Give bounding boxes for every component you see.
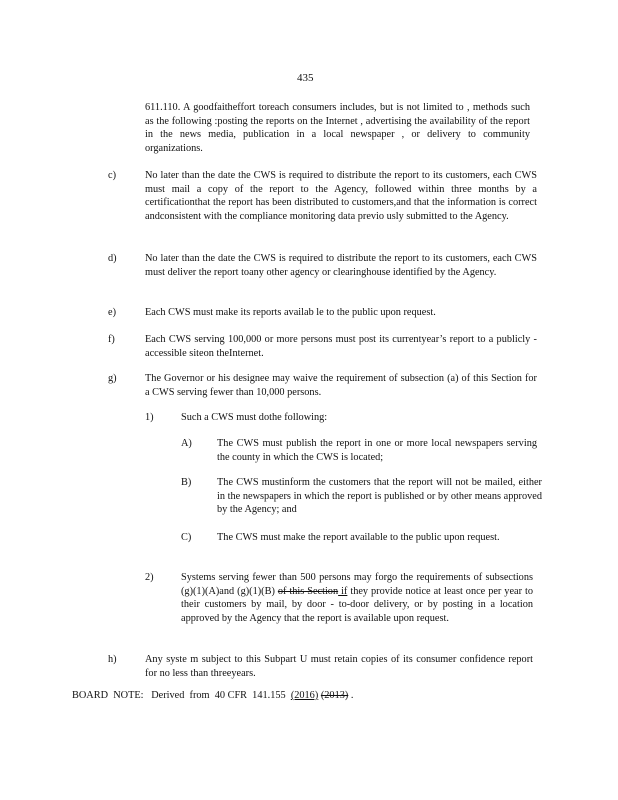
board-note-prefix: BOARD NOTE: Derived from 40 CFR 141.155 xyxy=(72,690,291,701)
board-note-struck: (2013) xyxy=(320,690,349,701)
item-g-text: The Governor or his designee may waive the requirement of subsection (a) of this Section for a CWS serving fewer than 10,000 persons. xyxy=(145,373,537,398)
item-d-label: d) xyxy=(108,253,117,264)
board-note-inserted: (2016) xyxy=(290,690,319,701)
item-g-label: g) xyxy=(108,373,117,384)
item-g1b-text: The CWS mustinform the customers that the report will not be mailed, either in the newspapers in which the report is published or by other means approved by the Agency; and xyxy=(217,477,542,516)
item-g1c-text: The CWS must make the report available to the public upon request. xyxy=(217,532,500,543)
item-h-label: h) xyxy=(108,654,117,665)
item-g1a-text: The CWS must publish the report in one or more local newspapers serving the county in which the CWS is located; xyxy=(217,438,537,463)
item-c-text: No later than the date the CWS is required to distribute the report to its customers, each CWS must mail a copy of the report to the Agency, followed within three months by a certificationthat the report has been distributed to customers,and that the information is correct andconsistent with the compliance monitoring data previo usly submitted to the Agency. xyxy=(145,170,537,223)
intro-paragraph: 611.110. A goodfaitheffort toreach consumers includes, but is not limited to , methods such as the following :posting the reports on the Internet , advertising the availability of the report in the news media, publication in a local newspaper , or delivery to community organizations. xyxy=(145,102,530,155)
item-g2-text xyxy=(181,571,533,626)
item-g1a-label: A) xyxy=(181,438,192,449)
item-f-text: Each CWS serving 100,000 or more persons must post its currentyear’s report to a publicly -accessible siteon theInternet. xyxy=(145,334,537,359)
item-f-label: f) xyxy=(108,334,115,345)
item-g1b-label: B) xyxy=(181,477,192,488)
page-number: 435 xyxy=(297,72,314,84)
board-note-suffix: . xyxy=(348,690,354,701)
item-g1c-label: C) xyxy=(181,532,192,543)
item-d-text: No later than the date the CWS is required to distribute the report to its customers, each CWS must deliver the report toany other agency or clearinghouse identified by the Agency. xyxy=(145,253,537,278)
item-g2-text-b: they provide notice at least once per year to their customers by mail, by door - to-door delivery, or by posting in a location approved by the Agency that the report is available upon request. xyxy=(181,585,533,625)
item-g2-text-a: Systems serving fewer than 500 persons may forgo the requirements of subsections (g)(1)(A)and (g)(1)(B) xyxy=(181,572,533,597)
board-note xyxy=(72,689,542,703)
item-e-text: Each CWS must make its reports availab le to the public upon request. xyxy=(145,307,436,318)
item-e-label: e) xyxy=(108,307,116,318)
item-h-text: Any syste m subject to this Subpart U must retain copies of its consumer confidence report for no less than threeyears. xyxy=(145,654,533,679)
item-g2-struck: of this Section xyxy=(277,585,339,597)
item-c-label: c) xyxy=(108,170,116,181)
item-g1-label: 1) xyxy=(145,412,154,423)
item-g1-text: Such a CWS must dothe following: xyxy=(181,412,328,423)
item-g2-label: 2) xyxy=(145,572,154,583)
item-g2-inserted: if xyxy=(338,585,348,597)
